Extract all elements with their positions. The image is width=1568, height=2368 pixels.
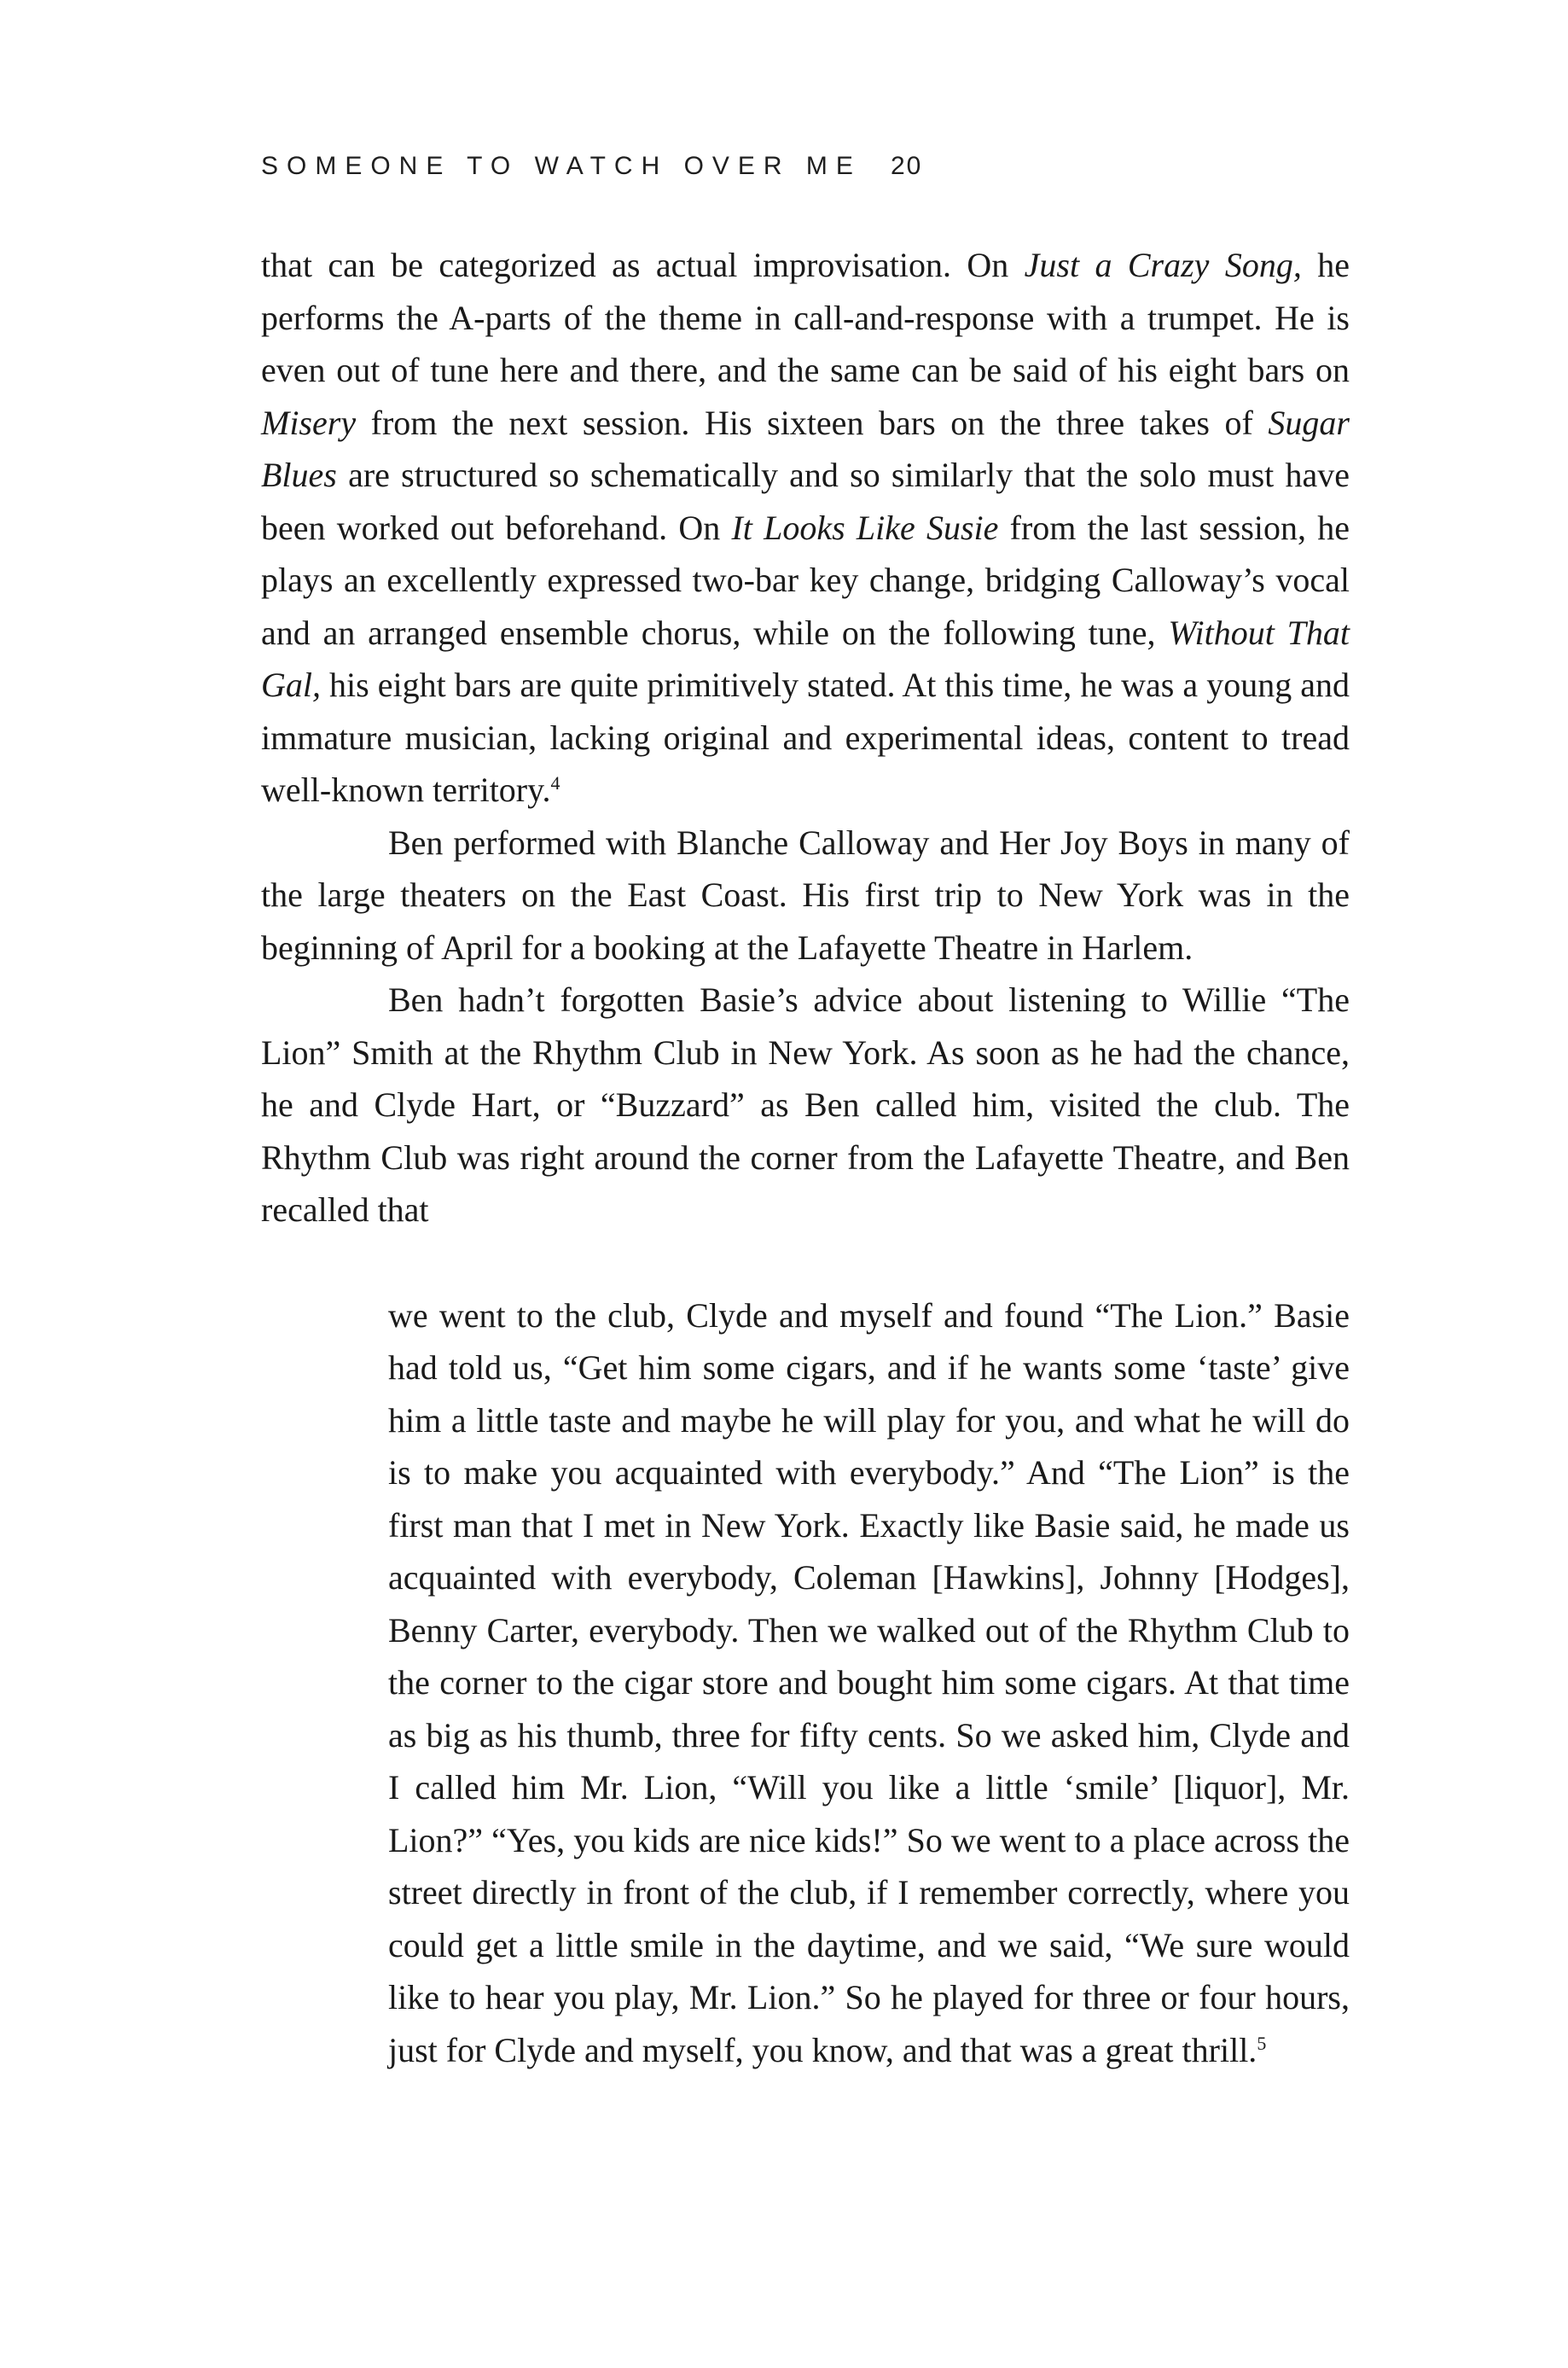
title-just-a-crazy-song: Just a Crazy Song, xyxy=(1024,246,1302,284)
block-quote xyxy=(388,1289,1350,2077)
footnote-ref-4[interactable]: 4 xyxy=(550,772,560,794)
paragraph-1-text-f: his eight bars are quite primitively stated. At this time, he was a young and immature musician, lacking original and experimental ideas, content to tread well-known territory. xyxy=(261,666,1350,809)
body-text xyxy=(261,239,1350,2076)
paragraph-1-text-d: are structured so schematically and so similarly that the solo must have been worked out beforehand. On xyxy=(261,456,1350,547)
paragraph-1-text-e: from the last session, he plays an excellently expressed two-bar key change, bridging Calloway’s vocal and an arranged ensemble chorus, while on the following tune, xyxy=(261,508,1350,652)
title-without-that-gal: Without That Gal, xyxy=(261,613,1350,704)
title-sugar-blues: Sugar Blues xyxy=(261,403,1350,494)
footnote-ref-5[interactable]: 5 xyxy=(1257,2032,1267,2054)
paragraph-1-text-a: that can be categorized as actual improvisation. On xyxy=(261,246,1025,284)
paragraph-3: Ben hadn’t forgotten Basie’s advice about listening to Willie “The Lion” Smith at the Rhythm Club in New York. As soon as he had the chance, he and Clyde Hart, or “Buzzard” as Ben called him, visited the club. The Rhythm Club was right around the corner from the Lafayette Theatre, and Ben recalled that xyxy=(261,980,1350,1229)
running-head xyxy=(261,152,922,181)
block-quote-text: we went to the club, Clyde and myself and found “The Lion.” Basie had told us, “Get him some cigars, and if he wants some ‘taste’ give him a little taste and maybe he will play for you, and what he will do is to make you acquainted with everybody.” And “The Lion” is the first man that I met in New York. Exactly like Basie said, he made us acquainted with everybody, Coleman [Hawkins], Johnny [Hodges], Benny Carter, everybody. Then we walked out of the Rhythm Club to the corner to the cigar store and bought him some cigars. At that time as big as his thumb, three for fifty cents. So we asked him, Clyde and I called him Mr. Lion, “Will you like a little ‘smile’ [liquor], Mr. Lion?” “Yes, you kids are nice kids!” So we went to a place across the street directly in front of the club, if I remember correctly, where you could get a little smile in the daytime, and we said, “We sure would like to hear you play, Mr. Lion.” So he played for three or four hours, just for Clyde and myself, you know, and that was a great thrill. xyxy=(388,1295,1350,2069)
title-it-looks-like-susie: It Looks Like Susie xyxy=(731,508,999,547)
page-number: 20 xyxy=(890,152,923,180)
paragraph-1 xyxy=(261,239,1350,817)
running-title: SOMEONE TO WATCH OVER ME xyxy=(261,152,862,180)
title-misery: Misery xyxy=(261,403,357,442)
paragraph-2: Ben performed with Blanche Calloway and Her Joy Boys in many of the large theaters on the East Coast. His first trip to New York was in the beginning of April for a booking at the Lafayette Theatre in Harlem. xyxy=(261,823,1350,967)
paragraph-1-text-b: he performs the A-parts of the theme in call-and-response with a trumpet. He is even out of tune here and there, and the same can be said of his eight bars on xyxy=(261,246,1350,389)
paragraph-1-text-c: from the next session. His sixteen bars on the three takes of xyxy=(356,403,1269,442)
